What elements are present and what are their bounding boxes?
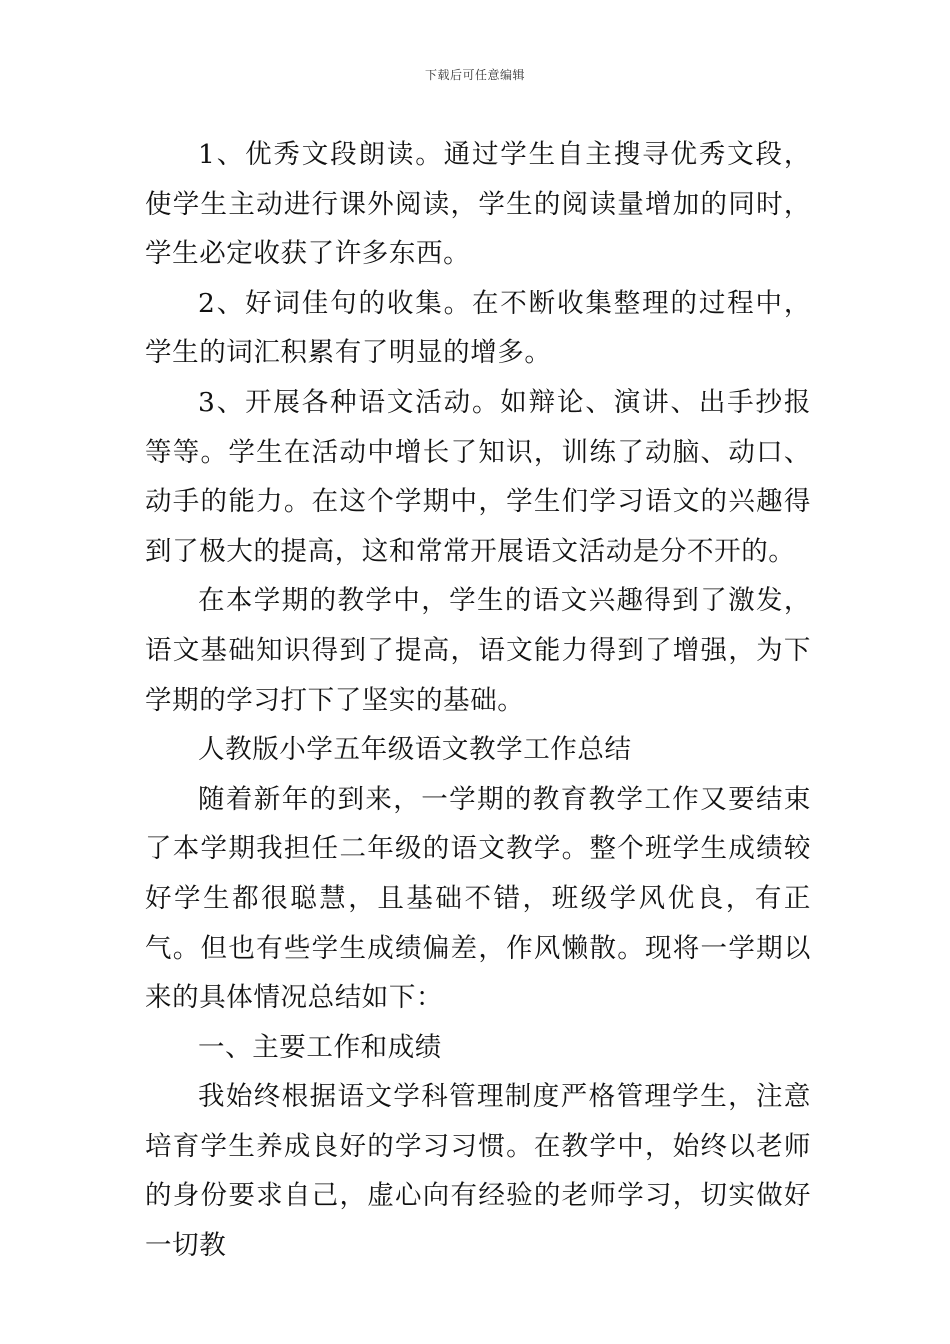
document-body (145, 130, 811, 1271)
paragraph-phrases: 2、好词佳句的收集。在不断收集整理的过程中，学生的词汇积累有了明显的增多。 (145, 287, 811, 369)
section-title: 人教版小学五年级语文教学工作总结 (198, 734, 632, 766)
paragraph-activities: 3、开展各种语文活动。如辩论、演讲、出手抄报等等。学生在活动中增长了知识，训练了动脑、动口、动手的能力。在这个学期中，学生们学习语文的兴趣得到了极大的提高，这和常常开展语文活动是分不开的。 (145, 386, 811, 567)
paragraph-semester-summary: 在本学期的教学中，学生的语文兴趣得到了激发，语文基础知识得到了提高，语文能力得到了增强，为下学期的学习打下了坚实的基础。 (145, 585, 811, 716)
section-heading-main-work: 一、主要工作和成绩 (198, 1031, 442, 1063)
paragraph-intro: 随着新年的到来，一学期的教育教学工作又要结束了本学期我担任二年级的语文教学。整个班学生成绩较好学生都很聪慧，且基础不错，班级学风优良，有正气。但也有些学生成绩偏差，作风懒散。现将一学期以来的具体情况总结如下： (145, 783, 811, 1014)
paragraph-reading: 1、优秀文段朗读。通过学生自主搜寻优秀文段，使学生主动进行课外阅读，学生的阅读量增加的同时，学生必定收获了许多东西。 (145, 139, 811, 270)
paragraph-management: 我始终根据语文学科管理制度严格管理学生，注意培育学生养成良好的学习习惯。在教学中，始终以老师的身份要求自己，虚心向有经验的老师学习，切实做好一切教 (145, 1081, 811, 1262)
download-note: 下载后可任意编辑 (424, 68, 525, 82)
